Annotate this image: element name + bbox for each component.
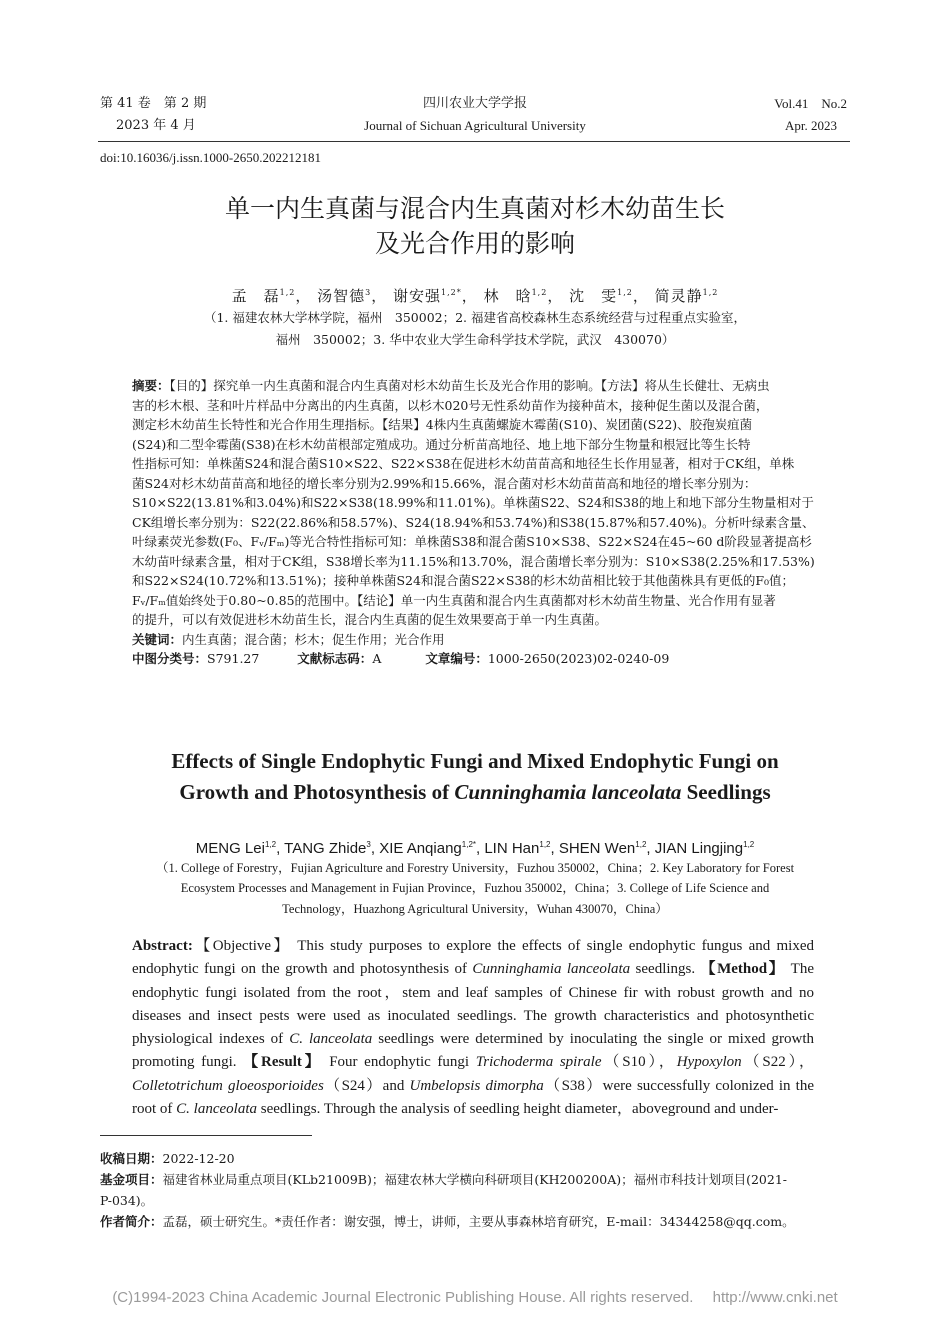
authors-en: MENG Lei$^{1,2}$, TANG Zhide$^3$, XIE Anqiang$^{1,2*}$, LIN Han$^{1,2}$, SHEN Wen$^{1,2}$, JIAN Lingjing$^{1,2}$	[195, 840, 755, 857]
title-en-line1: Effects of Single Endophytic Fungi and Mixed Endophytic Fungi on	[171, 749, 779, 773]
title-cn-line2: 及光合作用的影响	[374, 229, 575, 258]
publish-date-en: Apr. 2023	[785, 118, 837, 133]
author-en: MENG Lei$^{1,2}$	[195, 840, 277, 857]
author-en: JIAN Lingjing$^{1,2}$	[654, 840, 755, 857]
abstract-en: Abstract:【Objective】 This study purposes to explore the effects of single endophytic fungus and mixed endophytic fungi on the growth and photosynthesis of Cunninghamia lanceolata seedlings. 【Method】 The endophytic fungi isolated from the root，stem and leaf samples of Chinese fir with robust growth and no diseases and insect pests were used as inoculated seedlings. The growth characteristics and photosynthetic physiological indexes of C. lanceolata seedlings were determined by inoculating the single or mixed growth promoting fungi. 【Result】 Four endophytic fungi Trichoderma spirale（S10），Hypoxylon（S22），Colletotrichum gloeosporioides（S24）and Umbelopsis dimorpha（S38）were successfully colonized in the root of C. lanceolata seedlings. Through the analysis of seedling height diameter，aboveground and under-	[132, 938, 814, 1118]
journal-name-cn: 四川农业大学学报	[422, 96, 527, 111]
author-bio: 作者简介：孟磊，硕士研究生。*责任作者：谢安强，博士，讲师，主要从事森林培育研究，E-mail：34344258@qq.com。	[100, 1214, 795, 1229]
volume-issue: 第 41 卷 第 2 期	[100, 96, 207, 111]
publish-date: 2023 年 4 月	[116, 118, 196, 133]
author-en: XIE Anqiang$^{1,2*}$	[379, 840, 476, 857]
affiliation-en-line3: Technology，Huazhong Agricultural University，Wuhan 430070，China）	[282, 902, 668, 916]
footnote-rule	[100, 1135, 312, 1136]
header-rule	[98, 141, 850, 142]
author-en: LIN Han$^{1,2}$	[484, 840, 551, 857]
author-cn: 沈 雯$^{1,2}$	[569, 287, 633, 305]
affiliation-cn-line1: （1. 福建农林大学林学院，福州 350002；2. 福建省高校森林生态系统经营与过程重点实验室，	[203, 310, 747, 325]
abstract-cn: 摘要：【目的】探究单一内生真菌和混合内生真菌对杉木幼苗生长及光合作用的影响。【方法】将从生长健壮、无病虫 害的杉木根、茎和叶片样品中分离出的内生真菌，以杉木020号无性系幼苗作为接种苗木，接种促生菌以及混合菌， 测定杉木幼苗生长特性和光合作用生理指标。【结果】4株内生真菌螺旋木霉菌(S10)、炭团菌(S22)、胶孢炭疽菌 (S24)和二型伞霉菌(S38)在杉木幼苗根部定殖成功。通过分析苗高地径、地上地下部分生物量和根冠比等生长特 性指标可知：单株菌S24和混合菌S10×S22、S22×S38在促进杉木幼苗苗高和地径生长作用显著，相对于CK组，单株 菌S24对杉木幼苗苗高和地径的增长率分别为2.99%和15.66%，混合菌对杉木幼苗苗高和地径的增长率分别为： S10×S22(13.81%和3.04%)和S22×S38(18.99%和11.01%)。单株菌S22、S24和S38的地上和地下部分生物量相对于 CK组增长率分别为：S22(22.86%和58.57%)、S24(18.94%和53.74%)和S38(15.87%和57.40%)。分析叶绿素含量、 叶绿素荧光参数(F₀、Fᵥ/Fₘ)等光合特性指标可知：单株菌S38和混合菌S10×S38、S22×S24在45~60 d阶段显著提高杉 木幼苗叶绿素含量，相对于CK组，S38增长率为11.15%和13.70%，混合菌增长率分别为：S10×S38(2.25%和17.53%) 和S22×S24(10.72%和13.51%)；接种单株菌S24和混合菌S22×S38的杉木幼苗相比较于其他菌株具有更低的F₀值； Fᵥ/Fₘ值始终处于0.80~0.85的范围中。【结论】单一内生真菌和混合内生真菌都对杉木幼苗生物量、光合作用有显著 的提升，可以有效促进杉木幼苗生长，混合内生真菌的促生效果要高于单一内生真菌。 关键词：内生真菌；混合菌；杉木；促生作用；光合作用 中图分类号：S791.27 文献标志码：A 文章编号：1000-2650(2023)02-0240-09	[132, 376, 818, 669]
journal-name-en: Journal of Sichuan Agricultural University	[364, 118, 586, 133]
title-cn-line1: 单一内生真菌与混合内生真菌对杉木幼苗生长	[224, 194, 725, 223]
author-cn: 汤智德$^3$	[317, 287, 372, 305]
affiliation-cn-line2: 福州 350002；3. 华中农业大学生命科学技术学院，武汉 430070）	[275, 332, 675, 347]
title-en-line2: Growth and Photosynthesis of Cunninghamia lanceolata Seedlings	[179, 780, 771, 804]
fund-info: 基金项目：福建省林业局重点项目(KLb21009B)；福建农林大学横向科研项目(KH200200A)；福州市科技计划项目(2021-	[100, 1172, 788, 1187]
author-cn: 林 晗$^{1,2}$	[483, 287, 548, 305]
received-date: 收稿日期：2022-12-20	[100, 1151, 235, 1166]
keywords-cn: 关键词：内生真菌；混合菌；杉木；促生作用；光合作用	[132, 631, 445, 647]
author-cn: 孟 磊$^{1,2}$	[231, 287, 296, 305]
copyright-notice: (C)1994-2023 China Academic Journal Electronic Publishing House. All rights reserved. http://www.cnki.net	[112, 1289, 838, 1306]
volume-issue-en: Vol.41 No.2	[774, 96, 847, 111]
authors-cn: 孟 磊$^{1,2}$， 汤智德$^3$， 谢安强$^{1,2*}$， 林 晗$^{1,2}$， 沈 雯$^{1,2}$， 简灵静$^{1,2}$	[231, 287, 719, 305]
doi: doi:10.16036/j.issn.1000-2650.202212181	[100, 150, 322, 165]
classification: 中图分类号：S791.27 文献标志码：A 文章编号：1000-2650(2023)02-0240-09	[132, 651, 670, 666]
author-cn: 简灵静$^{1,2}$	[654, 287, 719, 305]
author-en: SHEN Wen$^{1,2}$	[558, 840, 647, 857]
author-en: TANG Zhide$^3$	[284, 840, 371, 857]
affiliation-en-line2: Ecosystem Processes and Management in Fujian Province，Fuzhou 350002，China；3. College of Life Science and	[180, 881, 770, 895]
author-cn: 谢安强$^{1,2*}$	[393, 287, 462, 305]
affiliation-en-line1: （1. College of Forestry，Fujian Agriculture and Forestry University，Fuzhou 350002，China；2. Key Laboratory for Forest	[155, 861, 795, 875]
footnotes: 收稿日期：2022-12-20 基金项目：福建省林业局重点项目(KLb21009B)；福建农林大学横向科研项目(KH200200A)；福州市科技计划项目(2021- P-034)。 作者简介：孟磊，硕士研究生。*责任作者：谢安强，博士，讲师，主要从事森林培育研究，E-mail：34344258@qq.com。	[100, 1148, 852, 1232]
